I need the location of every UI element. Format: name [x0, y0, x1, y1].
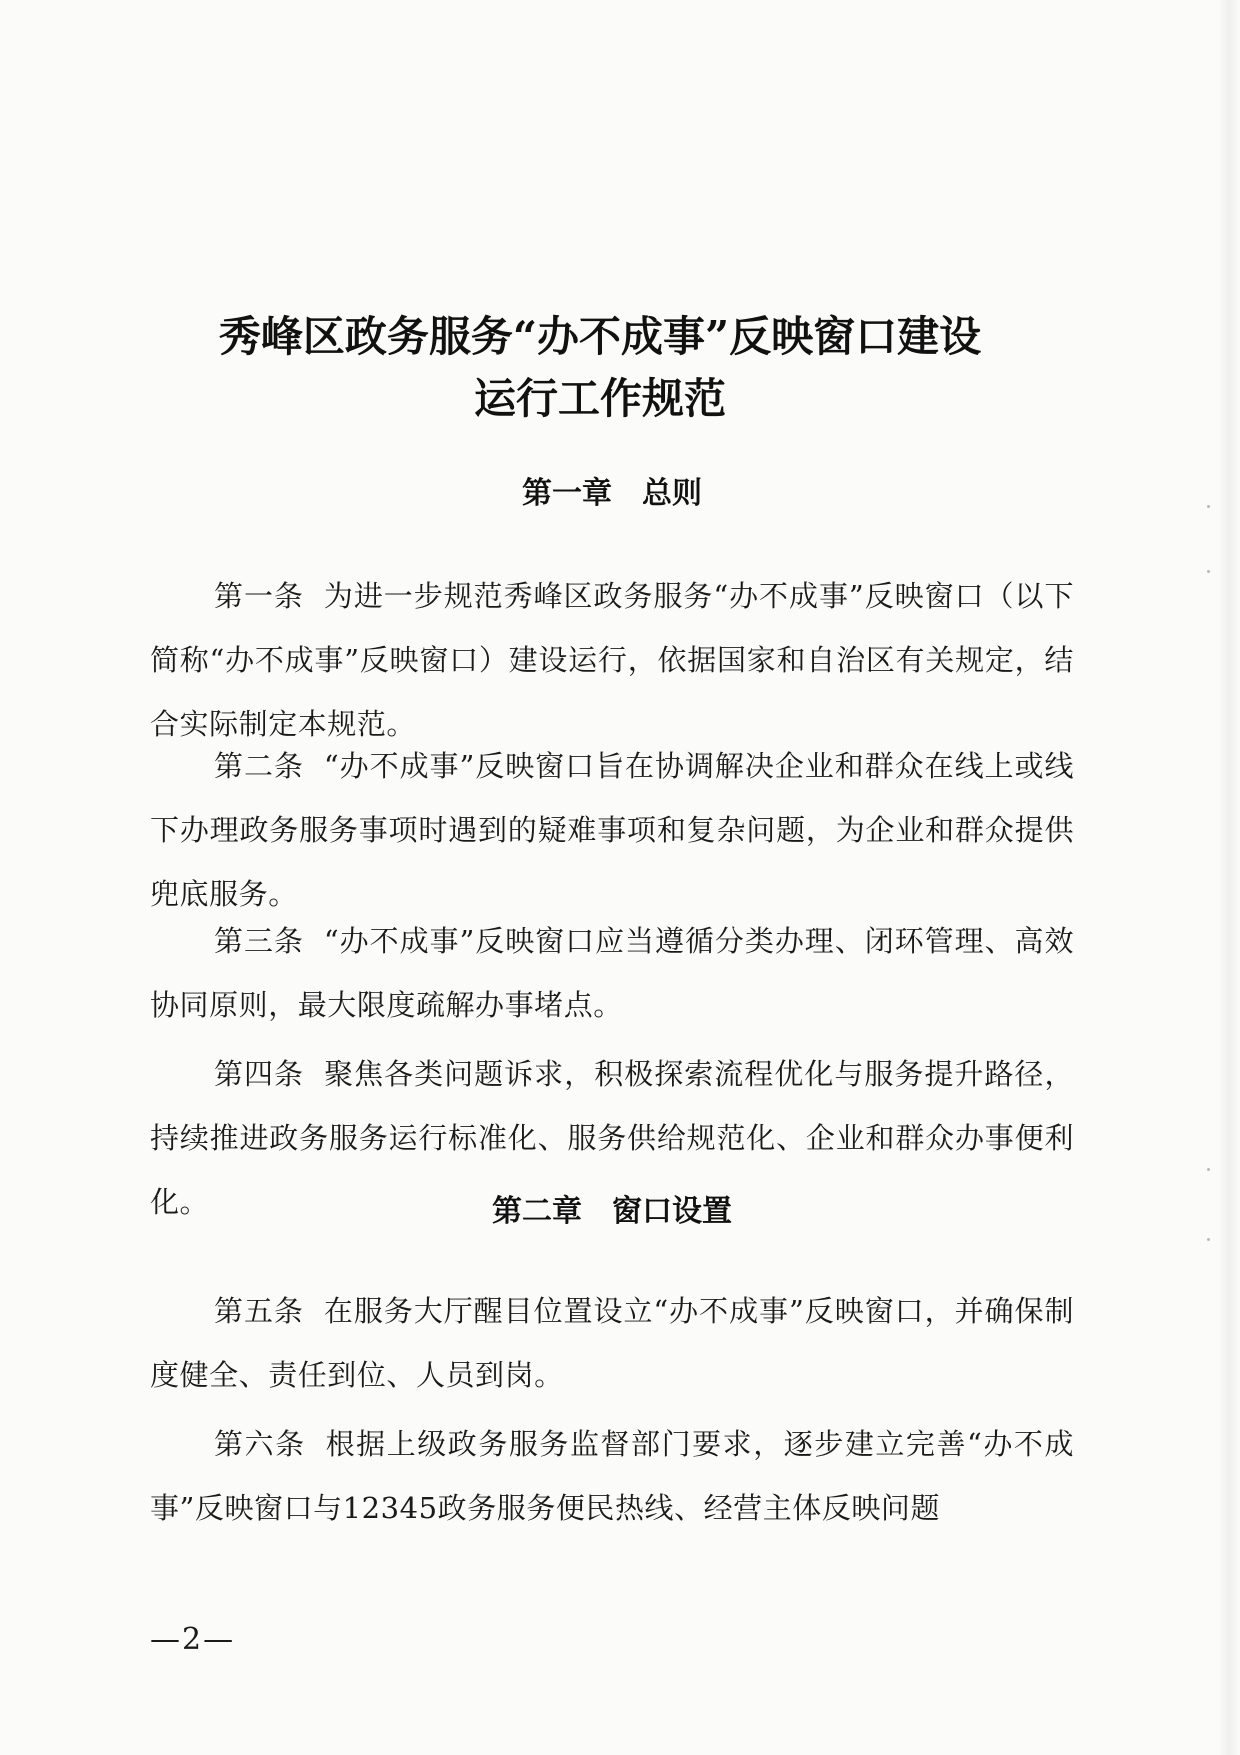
article-label: 第二条 [214, 749, 304, 783]
scan-edge-shadow [1218, 0, 1240, 1755]
article-text: 在服务大厅醒目位置设立“办不成事”反映窗口，并确保制度健全、责任到位、人员到岗。 [150, 1294, 1074, 1392]
scan-mark [1207, 1238, 1210, 1241]
article-label: 第三条 [214, 924, 304, 958]
chapter-heading-2: 第二章 窗口设置 [492, 1194, 732, 1229]
scan-mark [1207, 505, 1210, 508]
scan-mark [1207, 1168, 1210, 1171]
article-text: “办不成事”反映窗口应当遵循分类办理、闭环管理、高效协同原则，最大限度疏解办事堵点。 [150, 924, 1074, 1022]
article-text: “办不成事”反映窗口旨在协调解决企业和群众在线上或线下办理政务服务事项时遇到的疑难事项和复杂问题，为企业和群众提供兜底服务。 [150, 749, 1074, 911]
article-label: 第一条 [214, 579, 304, 613]
scan-mark [1207, 570, 1210, 573]
article-text: 聚焦各类问题诉求，积极探索流程优化与服务提升路径，持续推进政务服务运行标准化、服务供给规范化、企业和群众办事便利化。 [150, 1057, 1074, 1219]
article-6 [150, 1412, 1074, 1540]
document-title [150, 306, 1050, 430]
document-title-line-2: 运行工作规范 [473, 374, 726, 424]
article-text: 为进一步规范秀峰区政务服务“办不成事”反映窗口（以下简称“办不成事”反映窗口）建设运行，依据国家和自治区有关规定，结合实际制定本规范。 [150, 579, 1074, 741]
article-3 [150, 909, 1074, 1037]
article-label: 第四条 [214, 1057, 305, 1091]
article-1 [150, 564, 1074, 756]
article-2 [150, 734, 1074, 926]
article-label: 第六条 [214, 1427, 306, 1461]
chapter-heading-1: 第一章 总则 [522, 476, 702, 511]
page-number: —2— [150, 1622, 236, 1657]
article-5 [150, 1279, 1074, 1407]
article-label: 第五条 [214, 1294, 304, 1328]
article-text: 根据上级政务服务监督部门要求，逐步建立完善“办不成事”反映窗口与12345政务服务便民热线、经营主体反映问题 [150, 1427, 1074, 1525]
document-title-line-1: 秀峰区政务服务“办不成事”反映窗口建设 [218, 312, 982, 362]
